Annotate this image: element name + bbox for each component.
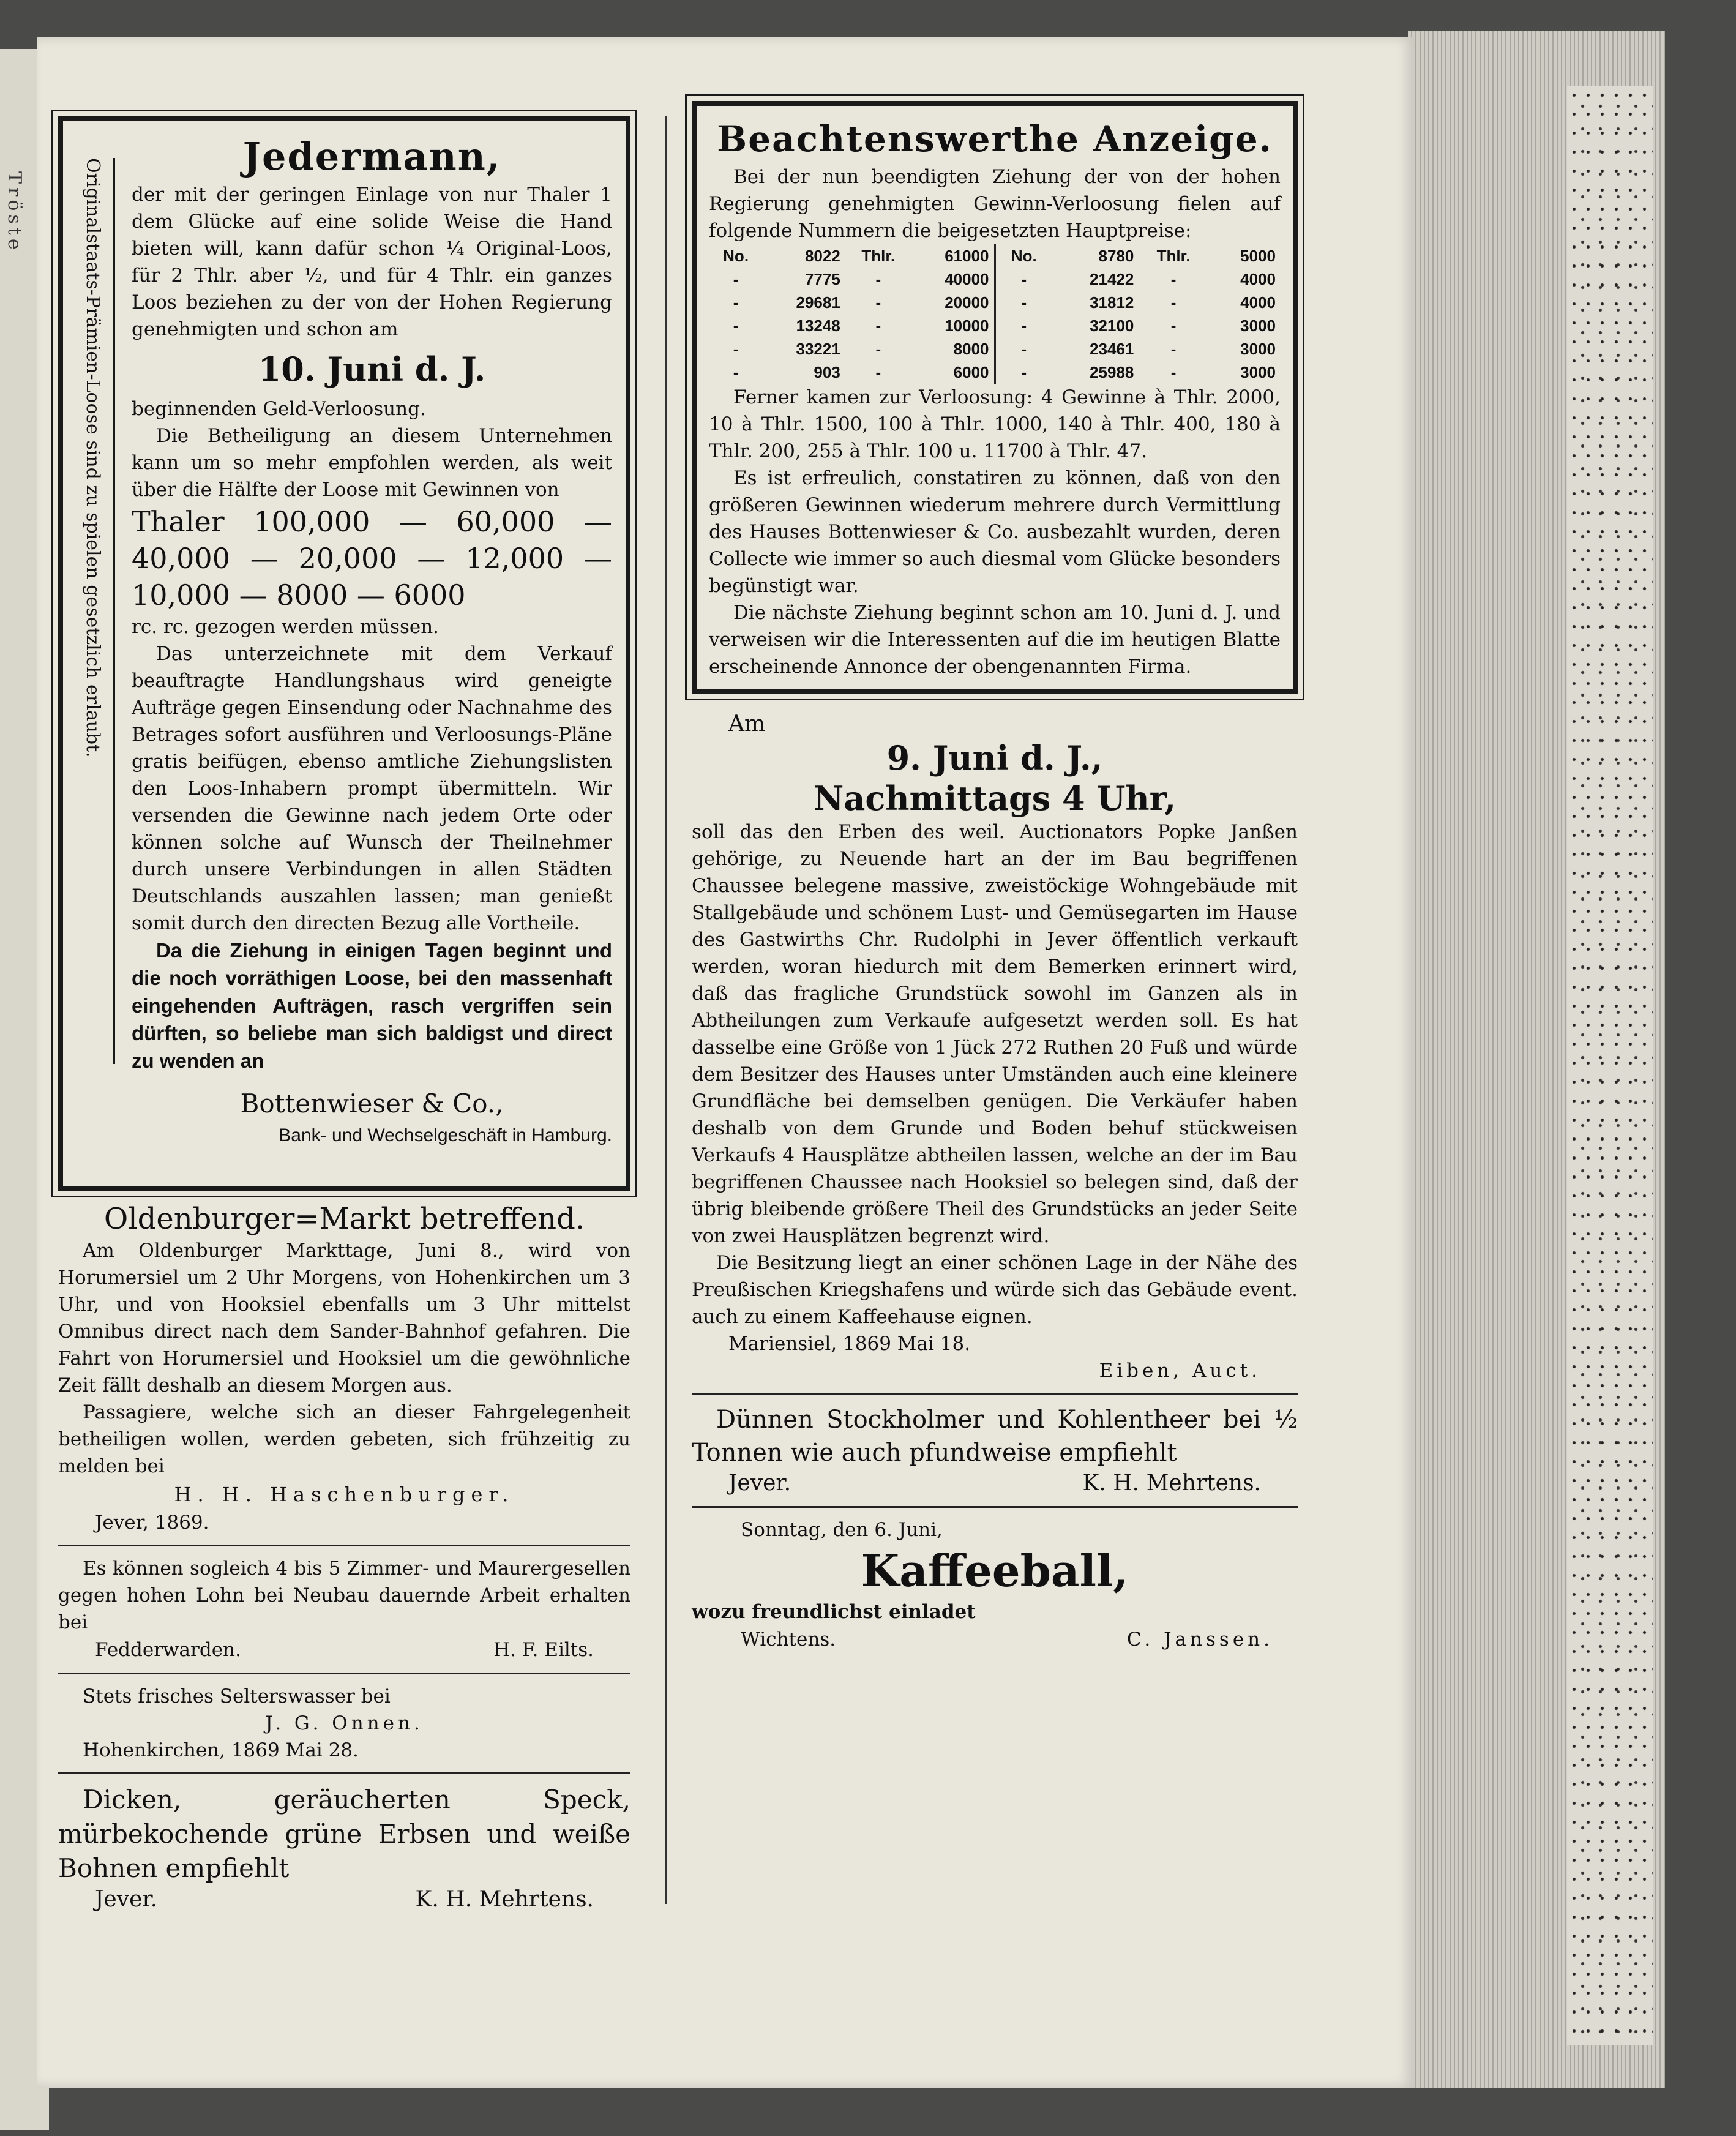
prize-cell-p: -	[1021, 293, 1027, 312]
prize-row	[709, 337, 994, 361]
prize-row	[996, 314, 1281, 337]
jedermann-side-label: Originalstaats-Prämien-Loose sind zu spielen gesetzlich erlaubt.	[67, 158, 115, 1064]
prize-row	[709, 361, 994, 384]
prize-row	[709, 291, 994, 314]
jedermann-amounts: Thaler 100,000 — 60,000 — 40,000 — 20,000 — 12,000 — 10,000 — 8000 — 6000	[132, 505, 612, 612]
prize-row	[709, 244, 994, 268]
prize-cell-p: No.	[1011, 247, 1037, 265]
kaffeeball-date: Sonntag, den 6. Juni,	[741, 1519, 943, 1541]
jedermann-firm: Bottenwieser & Co.,	[240, 1089, 504, 1119]
kaffeeball-signer: C. Janssen.	[1126, 1628, 1273, 1651]
prize-cell-n: 7775	[804, 270, 840, 288]
jedermann-firm-subtitle: Bank- und Wechselgeschäft in Hamburg.	[279, 1125, 612, 1145]
kaffeeball-notice	[692, 1516, 1298, 1654]
prize-cell-v: 3000	[1240, 317, 1276, 335]
maurer-text: Es können sogleich 4 bis 5 Zimmer- und Maurergesellen gegen hohen Lohn bei Neubau dauernde Arbeit erhalten bei	[58, 1557, 630, 1633]
auction-notice	[692, 711, 1298, 1384]
markt-title: Oldenburger=Markt betreffend.	[103, 1202, 585, 1236]
auction-time: Nachmittags 4 Uhr,	[813, 779, 1177, 818]
prize-cell-n: 33221	[796, 340, 840, 358]
selters-notice	[58, 1683, 630, 1764]
prize-cell-p: No.	[723, 247, 749, 265]
selters-place: Hohenkirchen, 1869 Mai 28.	[83, 1739, 359, 1761]
prize-cell-v: 10000	[945, 317, 989, 335]
jedermann-paragraph-1: Die Betheiligung an diesem Unternehmen kann um so mehr empfohlen werden, als weit über die Hälfte der Loose mit Gewinnen von	[132, 425, 612, 501]
prize-cell-p: -	[1021, 363, 1027, 381]
prize-cell-t: -	[1170, 317, 1177, 335]
prize-cell-n: 21422	[1090, 270, 1134, 288]
prize-cell-n: 8780	[1098, 247, 1134, 265]
kaffeeball-text: wozu freundlichst einladet	[692, 1601, 976, 1623]
jedermann-paragraph-2: Das unterzeichnete mit dem Verkauf beauftragte Handlungshaus wird geneigte Aufträge gegen Einsendung oder Nachnahme des Betrages sofort ausführen und Verloosungs-Pläne gratis beifügen, ebenso amtliche Ziehungslisten den Loos-Inhabern prompt übermitteln. Wir versenden die Gewinne nach jedem Orte oder können solche auf Wunsch der Theilnehmer durch unsere Verbindungen in allen Städten Deutschlands auszahlen lassen; man genießt somit durch den directen Bezug alle Vortheile.	[132, 643, 612, 934]
kohlentheer-place: Jever.	[728, 1471, 791, 1496]
prize-cell-v: 4000	[1240, 293, 1276, 312]
jedermann-paragraph-3: Da die Ziehung in einigen Tagen beginnt und die noch vorräthigen Loose, bei den massenhaft eingehenden Aufträgen, rasch vergriffen sein dürften, so beliebe man sich baldigst und direct zu wenden an	[132, 939, 612, 1072]
prize-row	[996, 268, 1281, 291]
prize-cell-t: -	[1170, 293, 1177, 312]
markt-place: Jever, 1869.	[95, 1512, 209, 1534]
maurer-place: Fedderwarden.	[95, 1639, 241, 1661]
prize-cell-t: -	[1170, 340, 1177, 358]
column-divider	[665, 116, 667, 1904]
jedermann-ad	[58, 116, 630, 1191]
speck-signer: K. H. Mehrtens.	[415, 1887, 594, 1912]
beachtens-ad	[692, 101, 1298, 694]
markt-paragraph-2: Passagiere, welche sich an dieser Fahrgelegenheit betheiligen wollen, werden gebeten, sich frühzeitig zu melden bei	[58, 1401, 630, 1477]
prize-cell-v: 40000	[945, 270, 989, 288]
prize-cell-p: -	[1021, 340, 1027, 358]
left-column	[58, 116, 630, 1914]
auction-place: Mariensiel, 1869 Mai 18.	[728, 1333, 971, 1355]
prize-cell-t: -	[1170, 270, 1177, 288]
previous-page-text: Tröste	[4, 171, 25, 253]
prize-cell-p: -	[733, 340, 739, 358]
prize-cell-p: -	[733, 293, 739, 312]
speck-place: Jever.	[95, 1887, 158, 1912]
prize-row	[996, 337, 1281, 361]
beachtens-paragraph-3: Die nächste Ziehung beginnt schon am 10. Juni d. J. und verweisen wir die Interessenten auf die im heutigen Blatte erscheinende Annonce der obengenannten Firma.	[709, 602, 1281, 678]
divider	[692, 1506, 1298, 1508]
divider	[58, 1673, 630, 1674]
prize-cell-v: 3000	[1240, 363, 1276, 381]
prize-row	[996, 244, 1281, 268]
kaffeeball-title: Kaffeeball,	[861, 1545, 1129, 1597]
prize-row	[996, 361, 1281, 384]
speck-text: Dicken, geräucherten Speck, mürbekochende grüne Erbsen und weiße Bohnen empfiehlt	[58, 1785, 630, 1883]
jedermann-intro: der mit der geringen Einlage von nur Thaler 1 dem Glücke auf eine solide Weise die Hand bieten will, kann dafür schon ¼ Original-Loos, für 2 Thlr. aber ½, und für 4 Thlr. ein ganzes Loos beziehen zu der von der Hohen Regierung genehmigten und schon am	[132, 184, 612, 340]
markt-paragraph-1: Am Oldenburger Markttage, Juni 8., wird von Horumersiel um 2 Uhr Morgens, von Hohenkirchen um 3 Uhr, und von Hooksiel ebenfalls um 3 Uhr mittelst Omnibus direct nach dem Sander-Bahnhof gefahren. Die Fahrt von Horumersiel und Hooksiel um die gewöhnliche Zeit fällt deshalb an diesem Morgen aus.	[58, 1240, 630, 1396]
prize-cell-n: 13248	[796, 317, 840, 335]
prize-row	[996, 291, 1281, 314]
auction-date: 9. Juni d. J.,	[886, 738, 1103, 778]
prize-cell-p: -	[733, 317, 739, 335]
divider	[58, 1772, 630, 1774]
prize-cell-n: 29681	[796, 293, 840, 312]
prize-cell-t: Thlr.	[861, 247, 896, 265]
prize-cell-v: 4000	[1240, 270, 1276, 288]
prize-cell-n: 8022	[804, 247, 840, 265]
maurer-signer: H. F. Eilts.	[493, 1639, 594, 1661]
divider	[692, 1393, 1298, 1395]
auction-paragraph-1: soll das den Erben des weil. Auctionators Popke Janßen gehörige, zu Neuende hart an der im Bau begriffenen Chaussee belegene massive, zweistöckige Wohngebäude mit Stallgebäude und schönem Lust- und Gemüsegarten im Hause des Gastwirths Chr. Rudolphi in Jever öffentlich verkauft werden, woran hiedurch mit dem Bemerken erinnert wird, daß das fragliche Grundstück sowohl im Ganzen als in Abtheilungen zum Verkaufe aufgesetzt werden soll. Es hat dasselbe eine Größe von 1 Jück 272 Ruthen 20 Fuß und würde dem Besitzer des Hauses unter Umständen auch eine kleinere Grundfläche bei demselben genügen. Die Verkäufer haben deshalb von dem Grunde und Boden behuf stückweisen Verkaufs 4 Hausplätze abtheilen lassen, welche an der im Bau begriffenen Chaussee nach Hooksiel so belegen sind, daß der übrig bleibende größere Theil des Grundstücks an jeder Seite von zwei Hausplätzen begrenzt wird.	[692, 821, 1298, 1247]
prize-cell-t: -	[875, 340, 881, 358]
prize-cell-t: -	[875, 270, 881, 288]
beachtens-paragraph-1: Ferner kamen zur Verloosung: 4 Gewinne à Thlr. 2000, 10 à Thlr. 1500, 100 à Thlr. 1000, 140 à Thlr. 400, 180 à Thlr. 200, 255 à Thlr. 100 u. 11700 à Thlr. 47.	[709, 386, 1281, 462]
book-cover-edge	[1567, 86, 1653, 2045]
prize-table-right	[996, 244, 1281, 384]
prize-cell-t: Thlr.	[1156, 247, 1191, 265]
selters-signer: J. G. Onnen.	[265, 1712, 424, 1734]
markt-notice	[58, 1201, 630, 1536]
prize-row	[709, 314, 994, 337]
jedermann-date: 10. Juni d. J.	[258, 350, 486, 389]
prize-cell-v: 8000	[953, 340, 989, 358]
prize-cell-n: 903	[814, 363, 840, 381]
selters-text: Stets frisches Selterswasser bei	[83, 1685, 391, 1707]
beachtens-title: Beachtenswerthe Anzeige.	[717, 118, 1273, 160]
auction-paragraph-2: Die Besitzung liegt an einer schönen Lage in der Nähe des Preußischen Kriegshafens und würde sich das Gebäude event. auch zu einem Kaffeehause eignen.	[692, 1252, 1298, 1328]
prize-cell-t: -	[1170, 363, 1177, 381]
prize-cell-p: -	[733, 363, 739, 381]
auction-am: Am	[728, 711, 766, 736]
prize-cell-n: 25988	[1090, 363, 1134, 381]
markt-signer: H. H. Haschenburger.	[174, 1483, 515, 1506]
divider	[58, 1545, 630, 1546]
prize-cell-p: -	[733, 270, 739, 288]
speck-notice	[58, 1783, 630, 1914]
beachtens-paragraph-2: Es ist erfreulich, constatiren zu können, daß von den größeren Gewinnen wiederum mehrere durch Vermittlung des Hauses Bottenwieser & Co. ausbezahlt wurden, deren Collecte wie immer so auch diesmal vom Glücke besonders begünstigt war.	[709, 467, 1281, 597]
prize-cell-p: -	[1021, 270, 1027, 288]
prize-cell-v: 61000	[945, 247, 989, 265]
prize-table	[709, 244, 1281, 384]
prize-cell-v: 5000	[1240, 247, 1276, 265]
auction-signer: Eiben, Auct.	[1099, 1360, 1261, 1382]
prize-cell-n: 32100	[1090, 317, 1134, 335]
prize-cell-n: 31812	[1090, 293, 1134, 312]
maurer-notice	[58, 1555, 630, 1664]
kaffeeball-place: Wichtens.	[741, 1628, 836, 1651]
prize-cell-v: 3000	[1240, 340, 1276, 358]
prize-cell-p: -	[1021, 317, 1027, 335]
jedermann-title: Jedermann,	[242, 134, 501, 179]
prize-row	[709, 268, 994, 291]
kohlentheer-notice	[692, 1403, 1298, 1497]
kohlentheer-text: Dünnen Stockholmer und Kohlentheer bei ½ Tonnen wie auch pfundweise empfiehlt	[692, 1406, 1298, 1467]
prize-cell-t: -	[875, 363, 881, 381]
prize-cell-t: -	[875, 293, 881, 312]
right-column	[692, 101, 1298, 1654]
prize-cell-t: -	[875, 317, 881, 335]
prize-cell-n: 23461	[1090, 340, 1134, 358]
prize-cell-v: 20000	[945, 293, 989, 312]
kohlentheer-signer: K. H. Mehrtens.	[1082, 1471, 1261, 1496]
beachtens-intro: Bei der nun beendigten Ziehung der von der hohen Regierung genehmigten Gewinn-Verloosung fielen auf folgende Nummern die beigesetzten Hauptpreise:	[709, 166, 1281, 242]
prize-table-left	[709, 244, 994, 384]
jedermann-amounts-tail: rc. rc. gezogen werden müssen.	[132, 616, 440, 638]
jedermann-after-date: beginnenden Geld-Verloosung.	[132, 398, 426, 420]
prize-cell-v: 6000	[953, 363, 989, 381]
